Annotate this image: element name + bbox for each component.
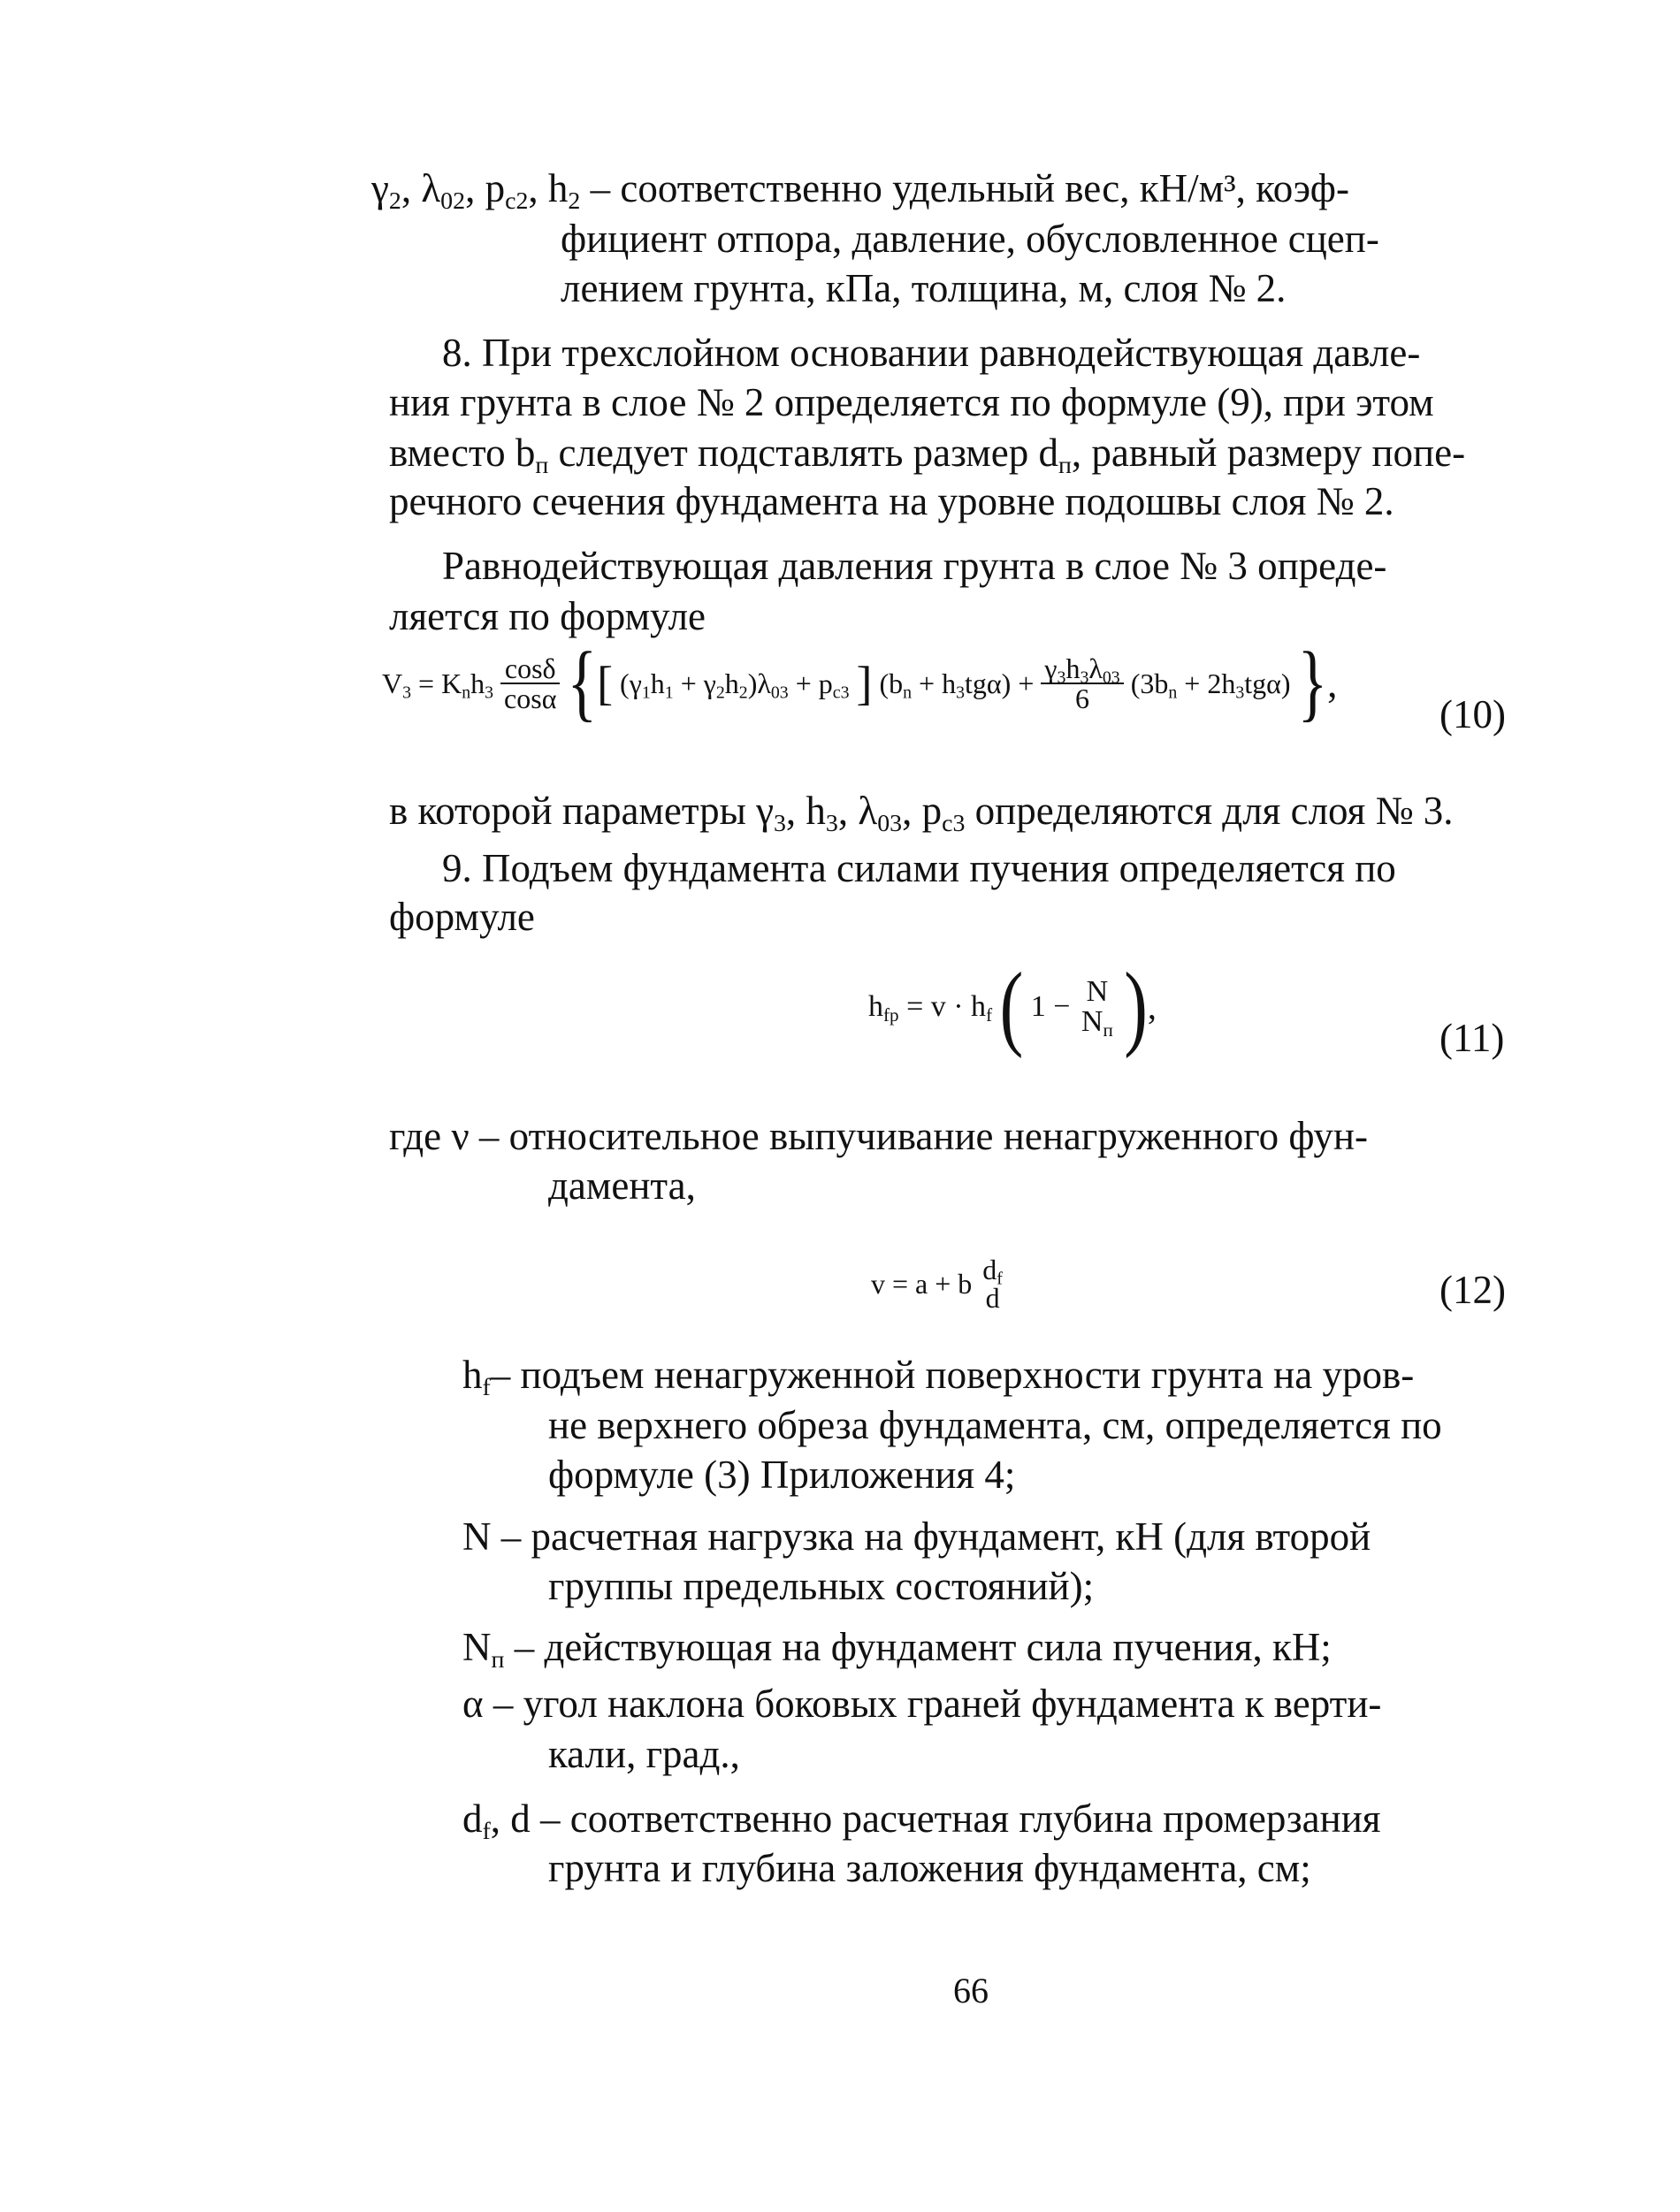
def-n-line: N – расчетная нагрузка на фундамент, кН (для второй — [462, 1514, 1371, 1559]
equation-number-12: (12) — [1439, 1268, 1506, 1312]
text-line: грунта и глубина заложения фундамента, см; — [548, 1846, 1311, 1890]
text-line: ляется по формуле — [389, 594, 706, 638]
def-alpha-line: α – угол наклона боковых граней фундамента к верти- — [462, 1682, 1382, 1726]
def-df-line: $d_f$, d – соответственно расчетная глубина промерзания — [462, 1796, 1381, 1845]
formula-11: $h_{fp} = v \cdot h_f$ ( 1 − N $N_п$ ), — [868, 954, 1157, 1060]
text-line: лением грунта, кПа, толщина, м, слоя № 2. — [561, 266, 1287, 310]
text-line: фициент отпора, давление, обусловленное сцеп- — [561, 217, 1379, 261]
text-line: формуле — [389, 895, 535, 939]
text-line: формуле (3) Приложения 4; — [548, 1453, 1016, 1497]
text-line: кали, град., — [548, 1732, 740, 1776]
paragraph-9-line: 9. Подъем фундамента силами пучения определяется по — [442, 846, 1396, 890]
text-line: дамента, — [548, 1163, 696, 1208]
paragraph-8-line: 8. При трехслойном основании равнодействующая давле- — [442, 331, 1421, 375]
text-line: ния грунта в слое № 2 определяется по формуле (9), при этом — [389, 380, 1434, 424]
formula-12: v = a + b $d_f$ d — [871, 1254, 1003, 1314]
text-line: не верхнего обреза фундамента, см, определяется по — [548, 1403, 1442, 1447]
def-np-line: $N_п$ – действующая на фундамент сила пучения, кН; — [462, 1625, 1332, 1674]
equation-number-11: (11) — [1439, 1016, 1505, 1060]
def-gamma2-text: – соответственно удельный вес, кН/м³, коэф- — [580, 166, 1349, 210]
equation-number-10: (10) — [1439, 692, 1506, 736]
text-line: в которой параметры $\gamma_3$, $h_3$, $\lambda_{03}$, $p_{c3}$ определяются для слоя № 3. — [389, 789, 1454, 837]
text-line: группы предельных состояний); — [548, 1564, 1095, 1608]
page-number: 66 — [953, 1971, 989, 2010]
formula-10: $V_3 = K_nh_3$ $\frac{\cos\delta}{\cos\alpha}$ {[ $(\gamma_1h_1 + \gamma_2h_2)\lambda_{03} + p_{c3}$ ] $(b_n + h_3tg\alpha)$ + $\frac{\gamma_3h_3\lambda_{03}}{6}$ $(3b_n + 2h_3tg\alpha)$ }, — [382, 635, 1338, 731]
def-gamma2-line: $\gamma_2$, $\lambda_{02}$, $p_{c2}$, $h_2$ – соответственно удельный вес, кН/м³, коэф- — [371, 166, 1349, 215]
text-line: Равнодействующая давления грунта в слое № 3 опреде- — [442, 544, 1387, 588]
where-nu-line: где ν – относительное выпучивание ненагруженного фун- — [389, 1114, 1368, 1158]
def-hf-line: $h_f-$ подъем ненагруженной поверхности грунта на уров- — [462, 1353, 1415, 1401]
text-line: речного сечения фундамента на уровне подошвы слоя № 2. — [389, 479, 1394, 523]
text-line: вместо $b_п$ следует подставлять размер $d_п$, равный размеру попе- — [389, 431, 1466, 479]
